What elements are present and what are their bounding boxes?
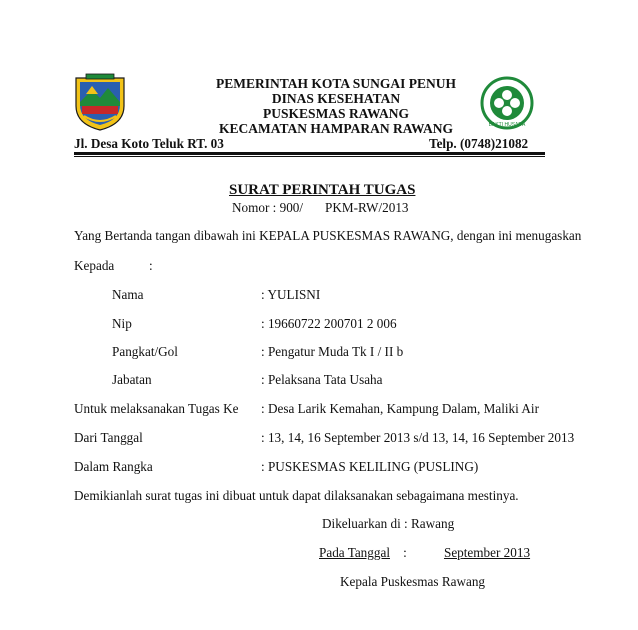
- document-title: SURAT PERINTAH TUGAS: [229, 182, 416, 198]
- detail-label: Untuk melaksanakan Tugas Ke: [74, 401, 239, 416]
- detail-label: Dalam Rangka: [74, 459, 153, 474]
- person-label: Pangkat/Gol: [112, 344, 178, 359]
- bakti-husada-logo: [480, 76, 534, 130]
- date-colon: :: [403, 545, 407, 560]
- header-line-district: KECAMATAN HAMPARAN RAWANG: [219, 121, 453, 136]
- logo-caption: BAKTI HUSADA: [488, 122, 526, 128]
- date-label: Pada Tanggal: [319, 545, 390, 560]
- detail-label: Dari Tanggal: [74, 430, 143, 445]
- header-rule-thick: [74, 152, 545, 155]
- detail-value: : Desa Larik Kemahan, Kampung Dalam, Maliki Air: [261, 401, 539, 416]
- header-line-government: PEMERINTAH KOTA SUNGAI PENUH: [216, 76, 456, 91]
- signature-date-line: [319, 545, 531, 561]
- issued-location: Dikeluarkan di : Rawang: [322, 516, 455, 531]
- person-value: : Pelaksana Tata Usaha: [261, 372, 383, 387]
- kepada-label: Kepada: [74, 258, 115, 273]
- detail-value: : PUSKESMAS KELILING (PUSLING): [261, 459, 479, 474]
- person-label: Nip: [112, 316, 132, 331]
- person-label: Jabatan: [112, 372, 152, 387]
- intro-text: Yang Bertanda tangan dibawah ini KEPALA PUSKESMAS RAWANG, dengan ini menugaskan: [74, 228, 582, 243]
- header-line-agency: DINAS KESEHATAN: [271, 91, 401, 106]
- signatory-title: Kepala Puskesmas Rawang: [340, 574, 486, 589]
- document-number-label: Nomor : 900/: [232, 200, 304, 215]
- header-address: Jl. Desa Koto Teluk RT. 03: [74, 136, 224, 151]
- header-phone: Telp. (0748)21082: [429, 136, 529, 151]
- closing-text: Demikianlah surat tugas ini dibuat untuk dapat dilaksanakan sebagaimana mestinya.: [74, 488, 519, 503]
- detail-value: : 13, 14, 16 September 2013 s/d 13, 14, 16 September 2013: [261, 430, 575, 445]
- person-value: : Pengatur Muda Tk I / II b: [261, 344, 404, 359]
- header-rule-thin: [74, 156, 545, 157]
- person-label: Nama: [112, 287, 144, 302]
- person-value: : 19660722 200701 2 006: [261, 316, 397, 331]
- document-number-code: PKM-RW/2013: [325, 200, 409, 215]
- person-value: : YULISNI: [261, 287, 321, 302]
- header-line-puskesmas: PUSKESMAS RAWANG: [263, 106, 409, 121]
- city-emblem-logo: [72, 72, 128, 132]
- kepada-colon: :: [149, 258, 153, 273]
- date-value: September 2013: [443, 545, 531, 560]
